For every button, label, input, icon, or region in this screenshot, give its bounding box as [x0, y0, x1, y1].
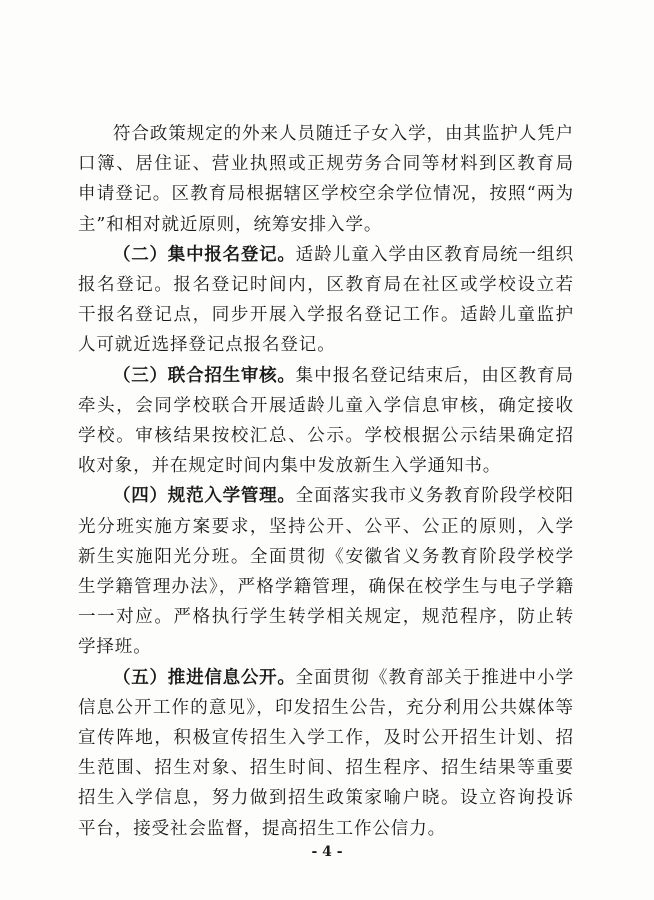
paragraph-heading: （二）集中报名登记。 [113, 244, 296, 265]
page-number: - 4 - [311, 844, 343, 860]
paragraph-review [78, 361, 574, 482]
paragraph-text: 集中报名登记结束后，由区教育局牵头，会同学校联合开展适龄儿童入学信息审核，确定接收学校。审核结果按校汇总、公示。学校根据公示结果确定招收对象，并在规定时间内集中发放新生入学通知书。 [78, 365, 575, 477]
paragraph-intro [78, 119, 574, 240]
document-body [78, 119, 574, 844]
paragraph-heading: （三）联合招生审核。 [113, 365, 296, 386]
paragraph-text: 适龄儿童入学由区教育局统一组织报名登记。报名登记时间内，区教育局在社区或学校设立若干报名登记点，同步开展入学报名登记工作。适龄儿童监护人可就近选择登记点报名登记。 [78, 244, 575, 356]
paragraph-registration [78, 240, 574, 361]
paragraph-text: 符合政策规定的外来人员随迁子女入学，由其监护人凭户口簿、居住证、营业执照或正规劳务合同等材料到区教育局申请登记。区教育局根据辖区学校空余学位情况，按照“两为主”和相对就近原则，统筹安排入学。 [78, 124, 574, 235]
paragraph-text: 全面落实我市义务教育阶段学校阳光分班实施方案要求，坚持公开、公平、公正的原则，入学新生实施阳光分班。全面贯彻《安徽省义务教育阶段学校学生学籍管理办法》，严格学籍管理，确保在校学生与电子学籍一一对应。严格执行学生转学相关规定，规范程序，防止转学择班。 [78, 486, 575, 658]
paragraph-text: 全面贯彻《教育部关于推进中小学信息公开工作的意见》，印发招生公告，充分利用公共媒体等宣传阵地，积极宣传招生入学工作，及时公开招生计划、招生范围、招生对象、招生时间、招生程序、招生结果等重要招生入学信息，努力做到招生政策家喻户晓。设立咨询投诉平台，接受社会监督，提高招生工作公信力。 [78, 667, 575, 839]
paragraph-heading: （五）推进信息公开。 [113, 667, 296, 688]
paragraph-management [78, 481, 574, 662]
paragraph-heading: （四）规范入学管理。 [113, 486, 296, 507]
paragraph-disclosure [78, 663, 574, 844]
